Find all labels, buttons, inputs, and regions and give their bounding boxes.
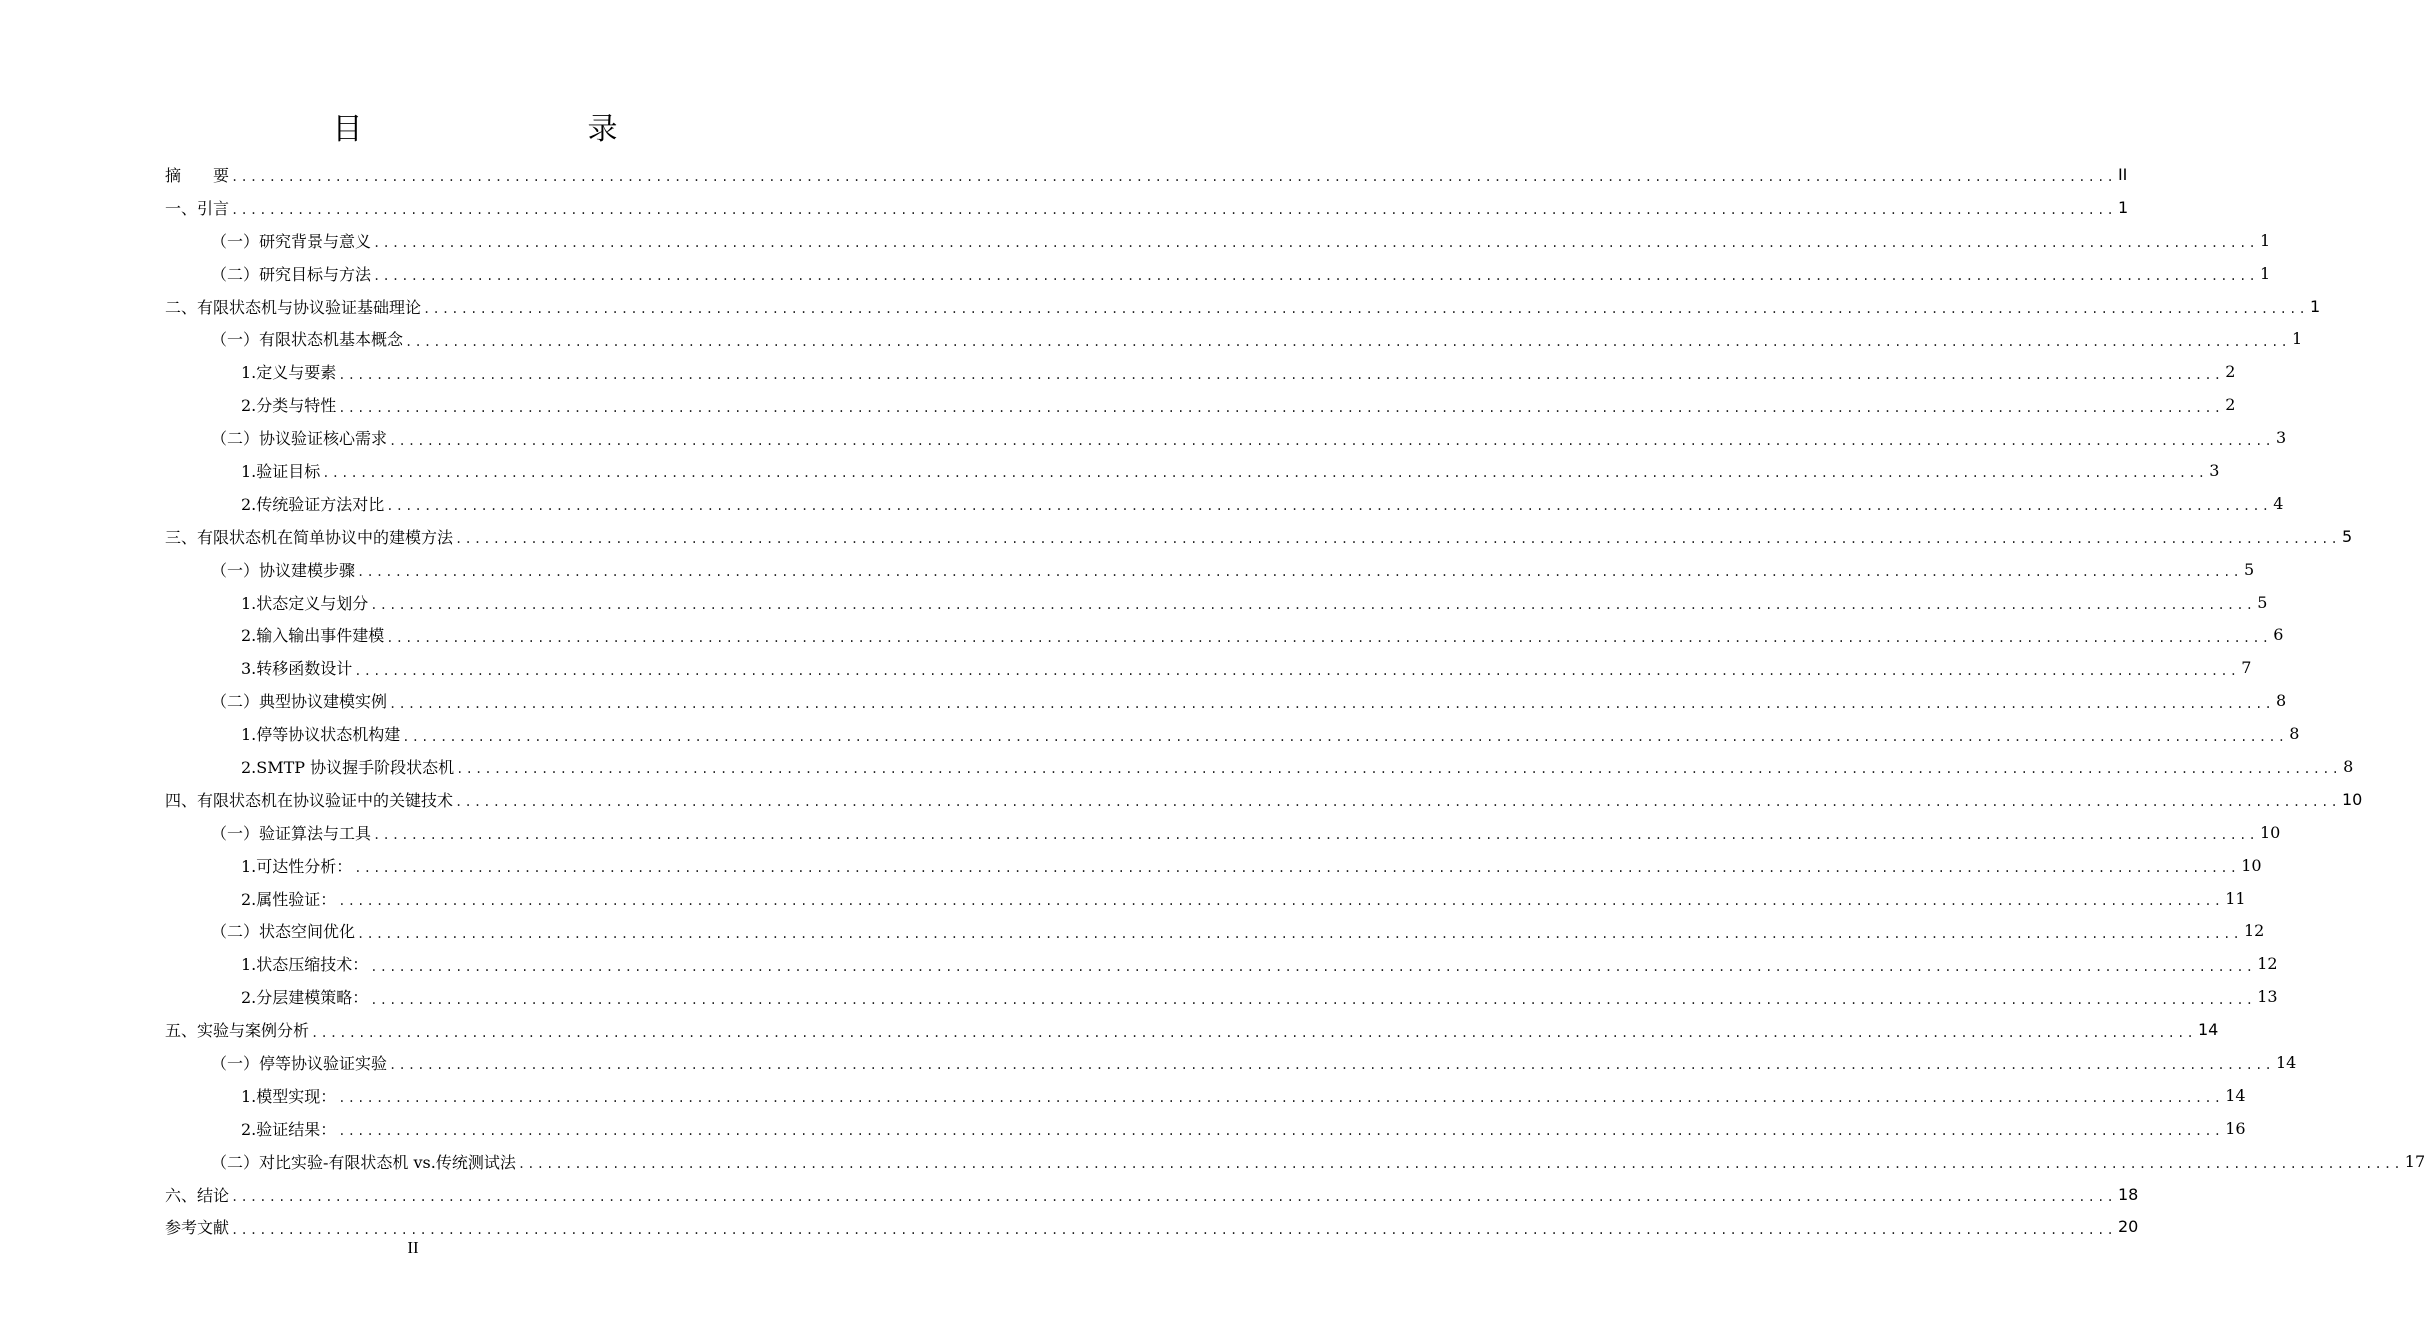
toc-entry[interactable] [165, 421, 2287, 454]
toc-entry-page: 10 [2241, 855, 2262, 875]
toc-leader-dots: ........................................................................................................................................................................................................ [405, 334, 2290, 349]
toc-entry[interactable] [165, 651, 2252, 684]
toc-entry-page: 20 [2117, 1217, 2139, 1237]
toc-entry[interactable] [165, 553, 2255, 586]
toc-leader-dots: ........................................................................................................................................................................................................ [370, 959, 2256, 974]
toc-entry[interactable] [165, 322, 2303, 355]
toc-entry[interactable] [165, 520, 2353, 553]
toc-entry-label: 2.验证结果： [241, 1119, 337, 1139]
toc-entry-label: （二）对比实验-有限状态机 vs.传统测试法 [211, 1152, 516, 1172]
toc-leader-dots: ........................................................................................................................................................................................................ [386, 630, 2272, 645]
toc-leader-dots: ........................................................................................................................................................................................................ [357, 926, 2242, 941]
toc-leader-dots: ........................................................................................................................................................................................................ [423, 302, 2308, 316]
toc-entry-page: 11 [2225, 888, 2246, 908]
toc-entry-label: （一）研究背景与意义 [211, 231, 372, 251]
toc-entry[interactable] [165, 783, 2363, 816]
toc-entry-page: 7 [2241, 658, 2252, 678]
toc-entry-label: 一、引言 [165, 198, 230, 218]
toc-entry-label: 2.输入输出事件建模 [241, 626, 385, 646]
toc-entry-label: （二）状态空间优化 [211, 922, 356, 942]
toc-entry-page: 10 [2259, 822, 2281, 842]
toc-leader-dots: ........................................................................................................................................................................................................ [386, 499, 2272, 514]
toc-leader-dots: ........................................................................................................................................................................................................ [357, 565, 2242, 580]
toc-entry-label: 二、有限状态机与协议验证基础理论 [165, 297, 422, 317]
toc-entry-label: 2.传统验证方法对比 [241, 494, 385, 514]
toc-leader-dots: ........................................................................................................................................................................................................ [338, 400, 2224, 415]
toc-entry-label: 摘 要 [165, 165, 230, 185]
toc-entry[interactable] [165, 1178, 2139, 1211]
toc-leader-dots: ........................................................................................................................................................................................................ [373, 269, 2258, 284]
toc-entry[interactable] [165, 257, 2271, 290]
toc-entry-label: 1.状态定义与划分 [241, 593, 369, 613]
toc-entry[interactable] [165, 158, 2128, 191]
toc-entry-page: 8 [2343, 756, 2354, 776]
toc-entry[interactable] [165, 1145, 2425, 1178]
toc-entry-label: 2.属性验证： [241, 889, 337, 909]
toc-leader-dots: ........................................................................................................................................................................................................ [389, 1058, 2274, 1073]
toc-leader-dots: ........................................................................................................................................................................................................ [338, 367, 2224, 382]
toc-leader-dots: ........................................................................................................................................................................................................ [231, 203, 2116, 218]
toc-entry-label: 1.定义与要素 [241, 363, 337, 383]
toc-entry[interactable] [165, 487, 2284, 520]
toc-entry-page: 2 [2225, 395, 2236, 415]
toc-entry-page: 4 [2273, 493, 2284, 513]
toc-entry-label: 五、实验与案例分析 [165, 1021, 310, 1041]
toc-entry-label: （一）验证算法与工具 [211, 823, 372, 843]
toc-leader-dots: ........................................................................................................................................................................................................ [354, 663, 2240, 678]
toc-leader-dots: ........................................................................................................................................................................................................ [231, 1222, 2116, 1237]
toc-entry-page: 3 [2275, 428, 2287, 448]
toc-entry-page: 5 [2243, 559, 2255, 579]
toc-entry-page: 6 [2273, 625, 2284, 645]
toc-entry-label: 三、有限状态机在简单协议中的建模方法 [165, 527, 454, 547]
toc-leader-dots: ........................................................................................................................................................................................................ [338, 894, 2224, 909]
toc-entry-label: 六、结论 [165, 1185, 230, 1205]
toc-leader-dots: ........................................................................................................................................................................................................ [455, 795, 2340, 810]
toc-leader-dots: ........................................................................................................................................................................................................ [322, 466, 2208, 481]
toc-leader-dots: ........................................................................................................................................................................................................ [311, 1025, 2196, 1040]
toc-leader-dots: ........................................................................................................................................................................................................ [389, 433, 2274, 448]
toc-entry[interactable] [165, 717, 2300, 750]
toc-entry-page: 12 [2257, 954, 2278, 974]
toc-entry-page: 2 [2225, 362, 2236, 382]
toc-entry-page: 1 [2291, 329, 2303, 349]
toc-entry-label: 1.可达性分析： [241, 856, 353, 876]
toc-entry-page: II [2117, 164, 2128, 184]
toc-entry-page: 13 [2257, 987, 2278, 1007]
toc-entry[interactable] [165, 1046, 2297, 1079]
toc-entry[interactable] [165, 849, 2262, 882]
toc-leader-dots: ........................................................................................................................................................................................................ [373, 828, 2258, 843]
table-of-contents [165, 158, 2425, 1243]
toc-entry-label: 2.分层建模策略： [241, 988, 369, 1008]
toc-entry-label: 1.停等协议状态机构建 [241, 725, 401, 745]
toc-leader-dots: ........................................................................................................................................................................................................ [370, 992, 2256, 1007]
toc-leader-dots: ........................................................................................................................................................................................................ [455, 532, 2340, 547]
toc-entry[interactable] [165, 816, 2281, 849]
toc-entry-label: （一）协议建模步骤 [211, 560, 356, 580]
toc-entry[interactable] [165, 914, 2265, 947]
toc-entry-label: （二）研究目标与方法 [211, 264, 372, 284]
toc-entry-label: （一）有限状态机基本概念 [211, 330, 404, 350]
toc-entry-label: 四、有限状态机在协议验证中的关键技术 [165, 790, 454, 810]
toc-leader-dots: ........................................................................................................................................................................................................ [338, 1091, 2224, 1106]
toc-entry[interactable] [165, 1112, 2246, 1145]
toc-entry-label: （一）停等协议验证实验 [211, 1053, 388, 1073]
toc-entry[interactable] [165, 191, 2129, 224]
toc-leader-dots: ........................................................................................................................................................................................................ [354, 861, 2240, 876]
toc-entry-label: 1.验证目标 [241, 461, 321, 481]
toc-entry[interactable] [165, 684, 2287, 717]
page-title: 目 录 [332, 112, 673, 147]
toc-entry-page: 10 [2341, 789, 2363, 809]
toc-entry-page: 1 [2259, 230, 2271, 250]
toc-entry[interactable] [165, 980, 2278, 1013]
toc-entry-page: 1 [2309, 296, 2321, 316]
toc-entry[interactable] [165, 1079, 2246, 1112]
toc-entry-page: 14 [2225, 1085, 2246, 1105]
toc-entry-label: 1.状态压缩技术： [241, 955, 369, 975]
toc-entry-label: 参考文献 [165, 1218, 230, 1238]
toc-entry-page: 5 [2341, 526, 2353, 546]
toc-entry-label: 2.SMTP 协议握手阶段状态机 [241, 757, 455, 777]
toc-entry-page: 3 [2209, 460, 2220, 480]
toc-leader-dots: ........................................................................................................................................................................................................ [517, 1157, 2403, 1172]
toc-entry[interactable] [165, 586, 2268, 619]
toc-entry-page: 18 [2117, 1184, 2139, 1204]
toc-entry-label: 2.分类与特性 [241, 396, 337, 416]
toc-leader-dots: ........................................................................................................................................................................................................ [231, 170, 2116, 185]
toc-entry[interactable] [165, 750, 2354, 783]
toc-entry-page: 14 [2275, 1052, 2297, 1072]
toc-entry[interactable] [165, 290, 2321, 323]
toc-entry[interactable] [165, 1013, 2219, 1046]
toc-entry-page: 1 [2259, 263, 2271, 283]
toc-entry-label: 1.模型实现： [241, 1086, 337, 1106]
toc-entry-page: 14 [2197, 1020, 2219, 1040]
toc-entry[interactable] [165, 355, 2236, 388]
toc-leader-dots: ........................................................................................................................................................................................................ [402, 729, 2288, 744]
toc-entry-label: （二）典型协议建模实例 [211, 692, 388, 712]
toc-entry[interactable] [165, 224, 2271, 257]
toc-entry[interactable] [165, 388, 2236, 421]
toc-entry-page: 8 [2289, 724, 2300, 744]
page-number: II [407, 1238, 419, 1257]
toc-leader-dots: ........................................................................................................................................................................................................ [373, 236, 2258, 251]
toc-entry[interactable] [165, 618, 2284, 651]
toc-entry-page: 5 [2257, 592, 2268, 612]
toc-leader-dots: ........................................................................................................................................................................................................ [338, 1124, 2224, 1139]
toc-leader-dots: ........................................................................................................................................................................................................ [456, 762, 2342, 777]
toc-leader-dots: ........................................................................................................................................................................................................ [370, 598, 2256, 613]
toc-leader-dots: ........................................................................................................................................................................................................ [389, 696, 2274, 711]
toc-leader-dots: ........................................................................................................................................................................................................ [231, 1190, 2116, 1205]
toc-entry-label: （二）协议验证核心需求 [211, 429, 388, 449]
toc-entry-label: 3.转移函数设计 [241, 659, 353, 679]
toc-entry[interactable] [165, 454, 2220, 487]
toc-entry-page: 8 [2275, 691, 2287, 711]
toc-entry-page: 17 [2404, 1151, 2425, 1171]
toc-entry-page: 12 [2243, 921, 2265, 941]
toc-entry[interactable] [165, 947, 2278, 980]
toc-entry-page: 16 [2225, 1118, 2246, 1138]
toc-entry-page: 1 [2117, 197, 2129, 217]
toc-entry[interactable] [165, 882, 2246, 915]
